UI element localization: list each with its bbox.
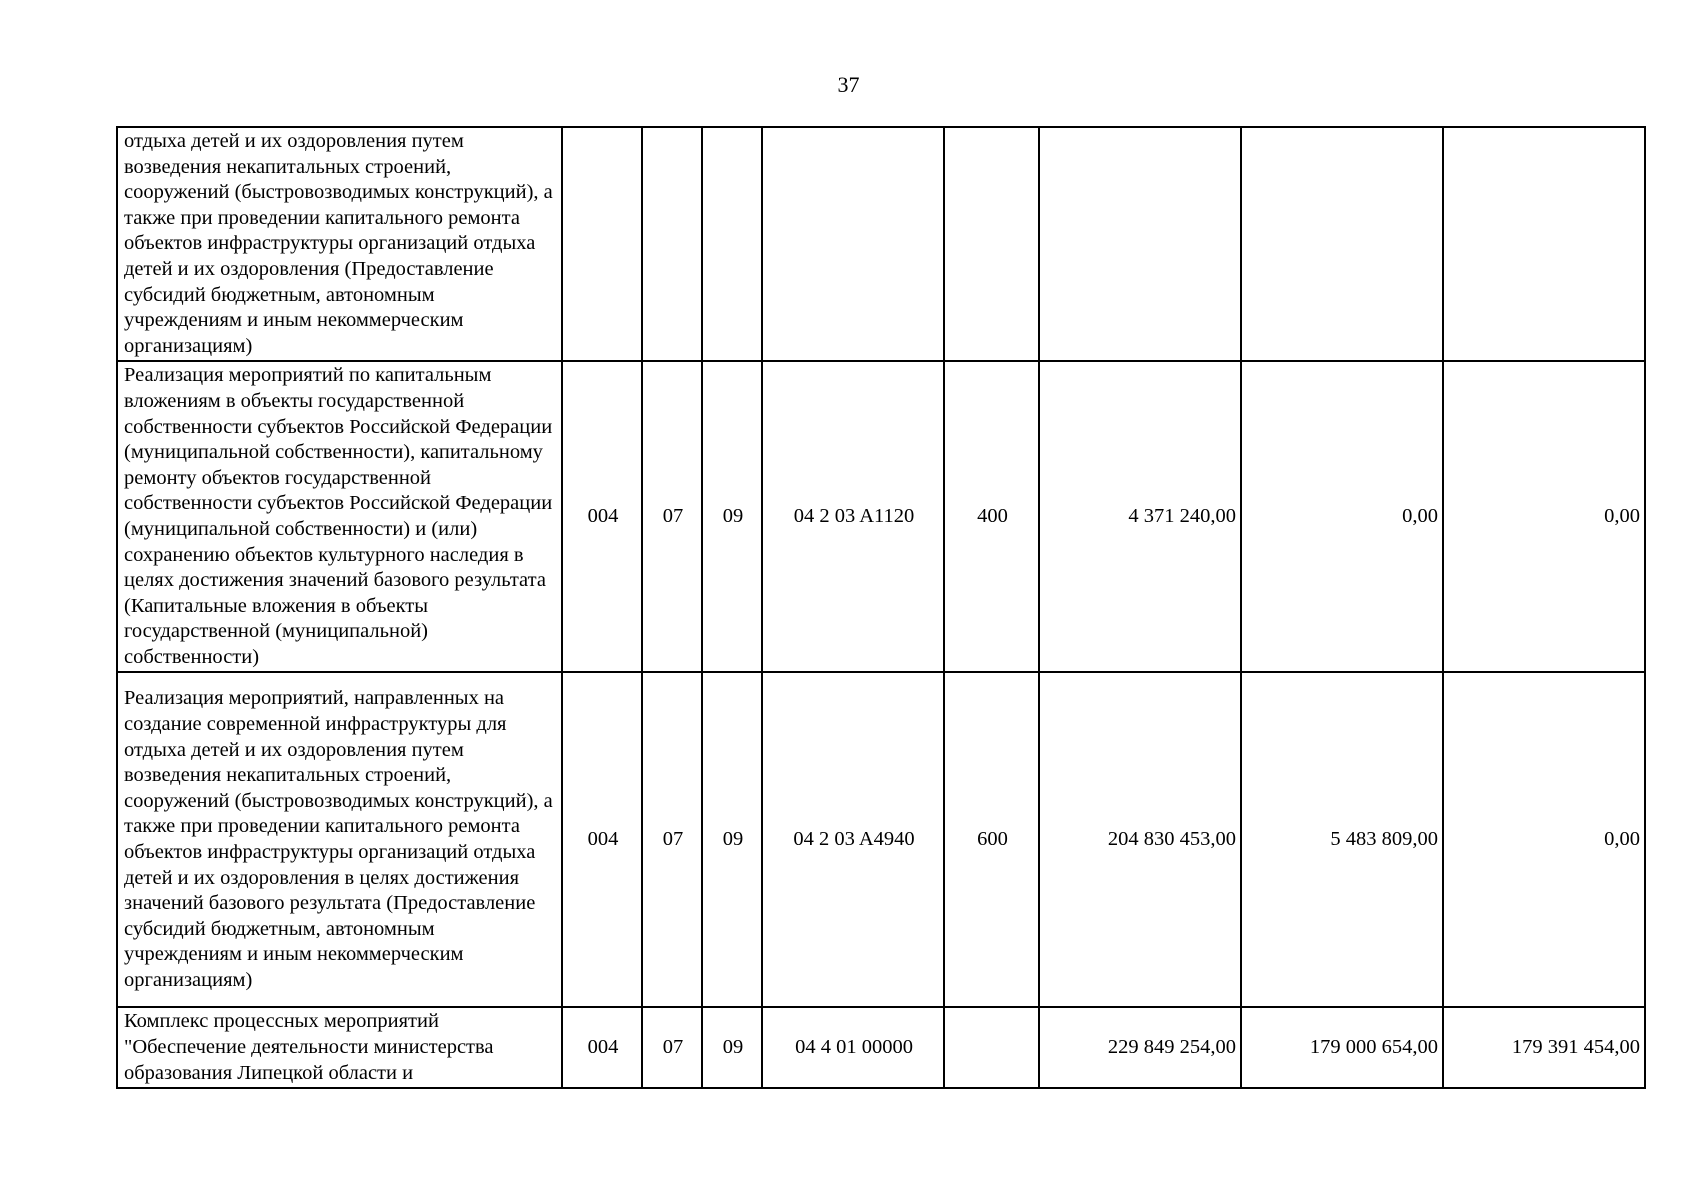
subsection-code-cell: 09 [702,672,762,1007]
subsection-code-cell [702,127,762,361]
section-code-cell: 07 [642,361,702,672]
amount-year3-cell: 179 391 454,00 [1443,1007,1645,1088]
table-row [117,1007,1645,1088]
amount-year1-cell [1039,127,1241,361]
amount-year2-cell [1241,127,1443,361]
section-code-cell: 07 [642,1007,702,1088]
amount-year3-cell [1443,127,1645,361]
expense-type-cell: 600 [944,672,1039,1007]
section-code-cell: 07 [642,672,702,1007]
target-article-cell [762,127,944,361]
ministry-code-cell: 004 [562,1007,642,1088]
amount-year3-cell: 0,00 [1443,672,1645,1007]
amount-year2-cell: 5 483 809,00 [1241,672,1443,1007]
amount-year2-cell: 179 000 654,00 [1241,1007,1443,1088]
amount-year1-cell: 229 849 254,00 [1039,1007,1241,1088]
target-article-cell: 04 2 03 A1120 [762,361,944,672]
expense-type-cell: 400 [944,361,1039,672]
expense-type-cell [944,1007,1039,1088]
ministry-code-cell: 004 [562,672,642,1007]
row-name-cell: Реализация мероприятий по капитальным вложениям в объекты государственной собственности субъектов Российской Федерации (муниципальной собственности), капитальному ремонту объектов государственной собственности субъектов Российской Федерации (муниципальной собственности) и (или) сохранению объектов культурного наследия в целях достижения значений базового результата (Капитальные вложения в объекты государственной (муниципальной) собственности) [117,361,562,672]
amount-year1-cell: 4 371 240,00 [1039,361,1241,672]
target-article-cell: 04 2 03 A4940 [762,672,944,1007]
ministry-code-cell [562,127,642,361]
row-name-cell: Комплекс процессных мероприятий "Обеспечение деятельности министерства образования Липецкой области и [117,1007,562,1088]
expense-type-cell [944,127,1039,361]
amount-year1-cell: 204 830 453,00 [1039,672,1241,1007]
amount-year3-cell: 0,00 [1443,361,1645,672]
budget-table [116,126,1646,1089]
row-name-cell: Реализация мероприятий, направленных на создание современной инфраструктуры для отдыха детей и их оздоровления путем возведения некапитальных строений, сооружений (быстровозводимых конструкций), а также при проведении капитального ремонта объектов инфраструктуры организаций отдыха детей и их оздоровления в целях достижения значений базового результата (Предоставление субсидий бюджетным, автономным учреждениям и иным некоммерческим организациям) [117,672,562,1007]
row-name-cell: отдыха детей и их оздоровления путем возведения некапитальных строений, сооружений (быстровозводимых конструкций), а также при проведении капитального ремонта объектов инфраструктуры организаций отдыха детей и их оздоровления (Предоставление субсидий бюджетным, автономным учреждениям и иным некоммерческим организациям) [117,127,562,361]
amount-year2-cell: 0,00 [1241,361,1443,672]
subsection-code-cell: 09 [702,1007,762,1088]
ministry-code-cell: 004 [562,361,642,672]
table-row [117,672,1645,1007]
page-number: 37 [837,72,860,97]
subsection-code-cell: 09 [702,361,762,672]
table-row [117,361,1645,672]
section-code-cell [642,127,702,361]
table-row [117,127,1645,361]
target-article-cell: 04 4 01 00000 [762,1007,944,1088]
